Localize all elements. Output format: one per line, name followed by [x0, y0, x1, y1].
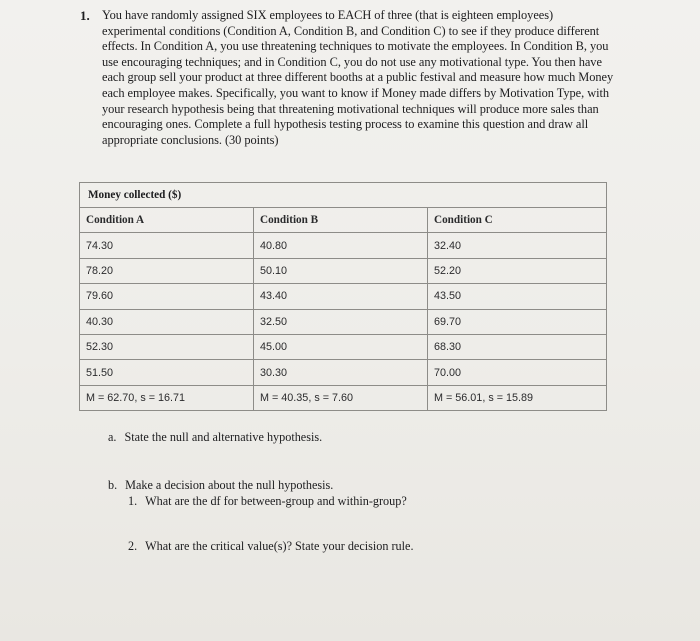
- table-cell: 51.50: [80, 360, 254, 384]
- part-b-sub2-text: What are the critical value(s)? State your decision rule.: [145, 539, 414, 553]
- table-header-row: [80, 208, 606, 233]
- table-cell: 68.30: [434, 341, 462, 354]
- table-cell: 40.30: [80, 310, 254, 334]
- table-cell: 40.80: [254, 233, 428, 257]
- table-row: [80, 233, 606, 258]
- part-b-sub1-label: 1.: [128, 494, 138, 508]
- part-b: [108, 477, 407, 509]
- summary-condition-c: M = 56.01, s = 15.89: [434, 391, 534, 404]
- table-cell: 50.10: [254, 259, 428, 283]
- table-cell: 69.70: [434, 315, 462, 328]
- question-text: You have randomly assigned SIX employees to EACH of three (that is eighteen employees) experimental conditions (Condition A, Condition B, and Condition C) to see if they produce different effects. In Condition A, you use threatening techniques to motivate the employees. In Condition B, you use encouraging techniques; and in Condition C, you do not use any motivational type. You then have each group sell your product at three different booths at a public festival and measure how much Money each employee makes. Specifically, you want to know if Money made differs by Motivation Type, with your research hypothesis being that threatening motivational techniques will produce more sales than encouraging ones. Complete a full hypothesis testing process to examine this question and draw all appropriate conclusions. (30 points): [102, 8, 614, 147]
- question-number: 1.: [80, 8, 90, 23]
- table-cell: 43.40: [254, 284, 428, 308]
- summary-condition-a: M = 62.70, s = 16.71: [80, 386, 254, 410]
- part-b-label: b.: [108, 478, 118, 492]
- table-cell: 70.00: [434, 366, 462, 379]
- part-b-text: Make a decision about the null hypothesis.: [125, 478, 334, 492]
- table-cell: 52.30: [80, 335, 254, 359]
- table-summary-row: [80, 386, 606, 410]
- table-cell: 74.30: [80, 233, 254, 257]
- table-cell: 32.50: [254, 310, 428, 334]
- part-a-text: State the null and alternative hypothesis.: [124, 430, 323, 444]
- table-caption: Money collected ($): [80, 183, 606, 208]
- table-cell: 52.20: [434, 264, 462, 277]
- part-b-sub2-label: 2.: [128, 539, 138, 553]
- part-b-sub1-text: What are the df for between-group and within-group?: [145, 494, 407, 508]
- part-b-sub2: [128, 539, 414, 554]
- table-cell: 30.30: [254, 360, 428, 384]
- table-cell: 79.60: [80, 284, 254, 308]
- data-table: [79, 182, 607, 411]
- part-a-label: a.: [108, 430, 117, 444]
- table-cell: 45.00: [254, 335, 428, 359]
- table-row: [80, 335, 606, 360]
- part-a: [108, 430, 322, 445]
- table-row: [80, 360, 606, 385]
- header-condition-b: Condition B: [254, 208, 428, 232]
- table-row: [80, 259, 606, 284]
- summary-condition-b: M = 40.35, s = 7.60: [254, 386, 428, 410]
- table-cell: 32.40: [434, 239, 462, 252]
- table-cell: 43.50: [434, 290, 462, 303]
- table-row: [80, 310, 606, 335]
- header-condition-c: Condition C: [434, 214, 493, 227]
- header-condition-a: Condition A: [80, 208, 254, 232]
- table-cell: 78.20: [80, 259, 254, 283]
- table-row: [80, 284, 606, 309]
